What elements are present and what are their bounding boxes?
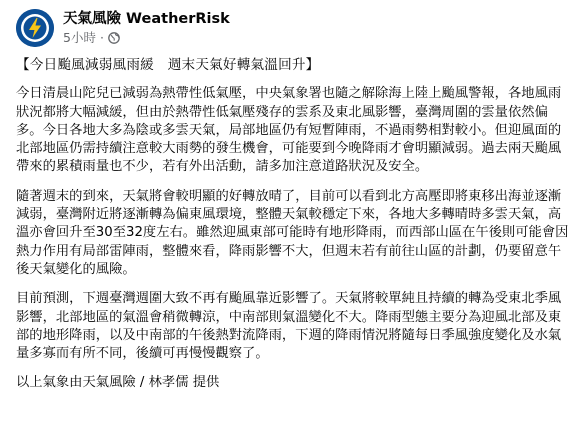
post-header (16, 0, 570, 52)
weatherrisk-logo-icon (16, 9, 54, 47)
post-paragraph-3: 目前預測，下週臺灣週圍大致不再有颱風靠近影響了。天氣將較單純且持續的轉為受東北季風影響，北部地區的氣溫會稍微轉涼，中南部則氣溫變化不大。降雨型態主要分為迎風北部及東部的地形降雨，以及中南部的午後熱對流降雨，下週的降雨情況將隨每日季風強度變化及水氣量多寡而有所不同，後續可再慢慢觀察了。 (16, 291, 562, 362)
post-credit: 以上氣象由天氣風險 / 林孝儒 提供 (16, 375, 220, 391)
globe-icon (108, 32, 120, 44)
separator-dot: · (99, 30, 104, 45)
page-name-link[interactable]: 天氣風險 WeatherRisk (63, 11, 230, 27)
post-body (16, 56, 570, 393)
post-paragraph-2: 隨著週末的到來，天氣將會較明顯的好轉放晴了，目前可以看到北方高壓即將東移出海並逐漸減弱，臺灣附近將逐漸轉為偏東風環境，整體天氣較穩定下來，各地大多轉晴時多雲天氣，高溫亦會回升至30至32度左右。雖然迎風東部可能時有地形降雨，而西部山區在午後則可能會因熱力作用有局部雷陣雨，整體來看，降雨影響不大，但週末若有前往山區的計劃，仍要留意午後天氣變化的風險。 (16, 188, 569, 277)
post-subline (63, 30, 230, 46)
post-paragraph-1: 今日清晨山陀兒已減弱為熱帶性低氣壓，中央氣象署也隨之解除海上陸上颱風警報，各地風雨狀況都將大幅減緩，但由於熱帶性低氣壓殘存的雲系及東北風影響，臺灣周圍的雲量依然偏多。今日各地大多為陰或多雲天氣，局部地區仍有短暫陣雨，不過雨勢相對較小。但迎風面的北部地區仍需持續注意較大雨勢的發生機會，可能要到今晚降雨才會明顯減弱。過去兩天颱風帶來的累積雨量也不少，若有外出活動，請多加注意道路狀況及安全。 (16, 86, 562, 175)
page-avatar[interactable] (16, 9, 54, 47)
post-headline: 【今日颱風減弱風雨緩 週末天氣好轉氣溫回升】 (16, 57, 320, 73)
post-meta (63, 10, 230, 46)
post-timestamp-link[interactable]: 5小時 (63, 30, 96, 45)
